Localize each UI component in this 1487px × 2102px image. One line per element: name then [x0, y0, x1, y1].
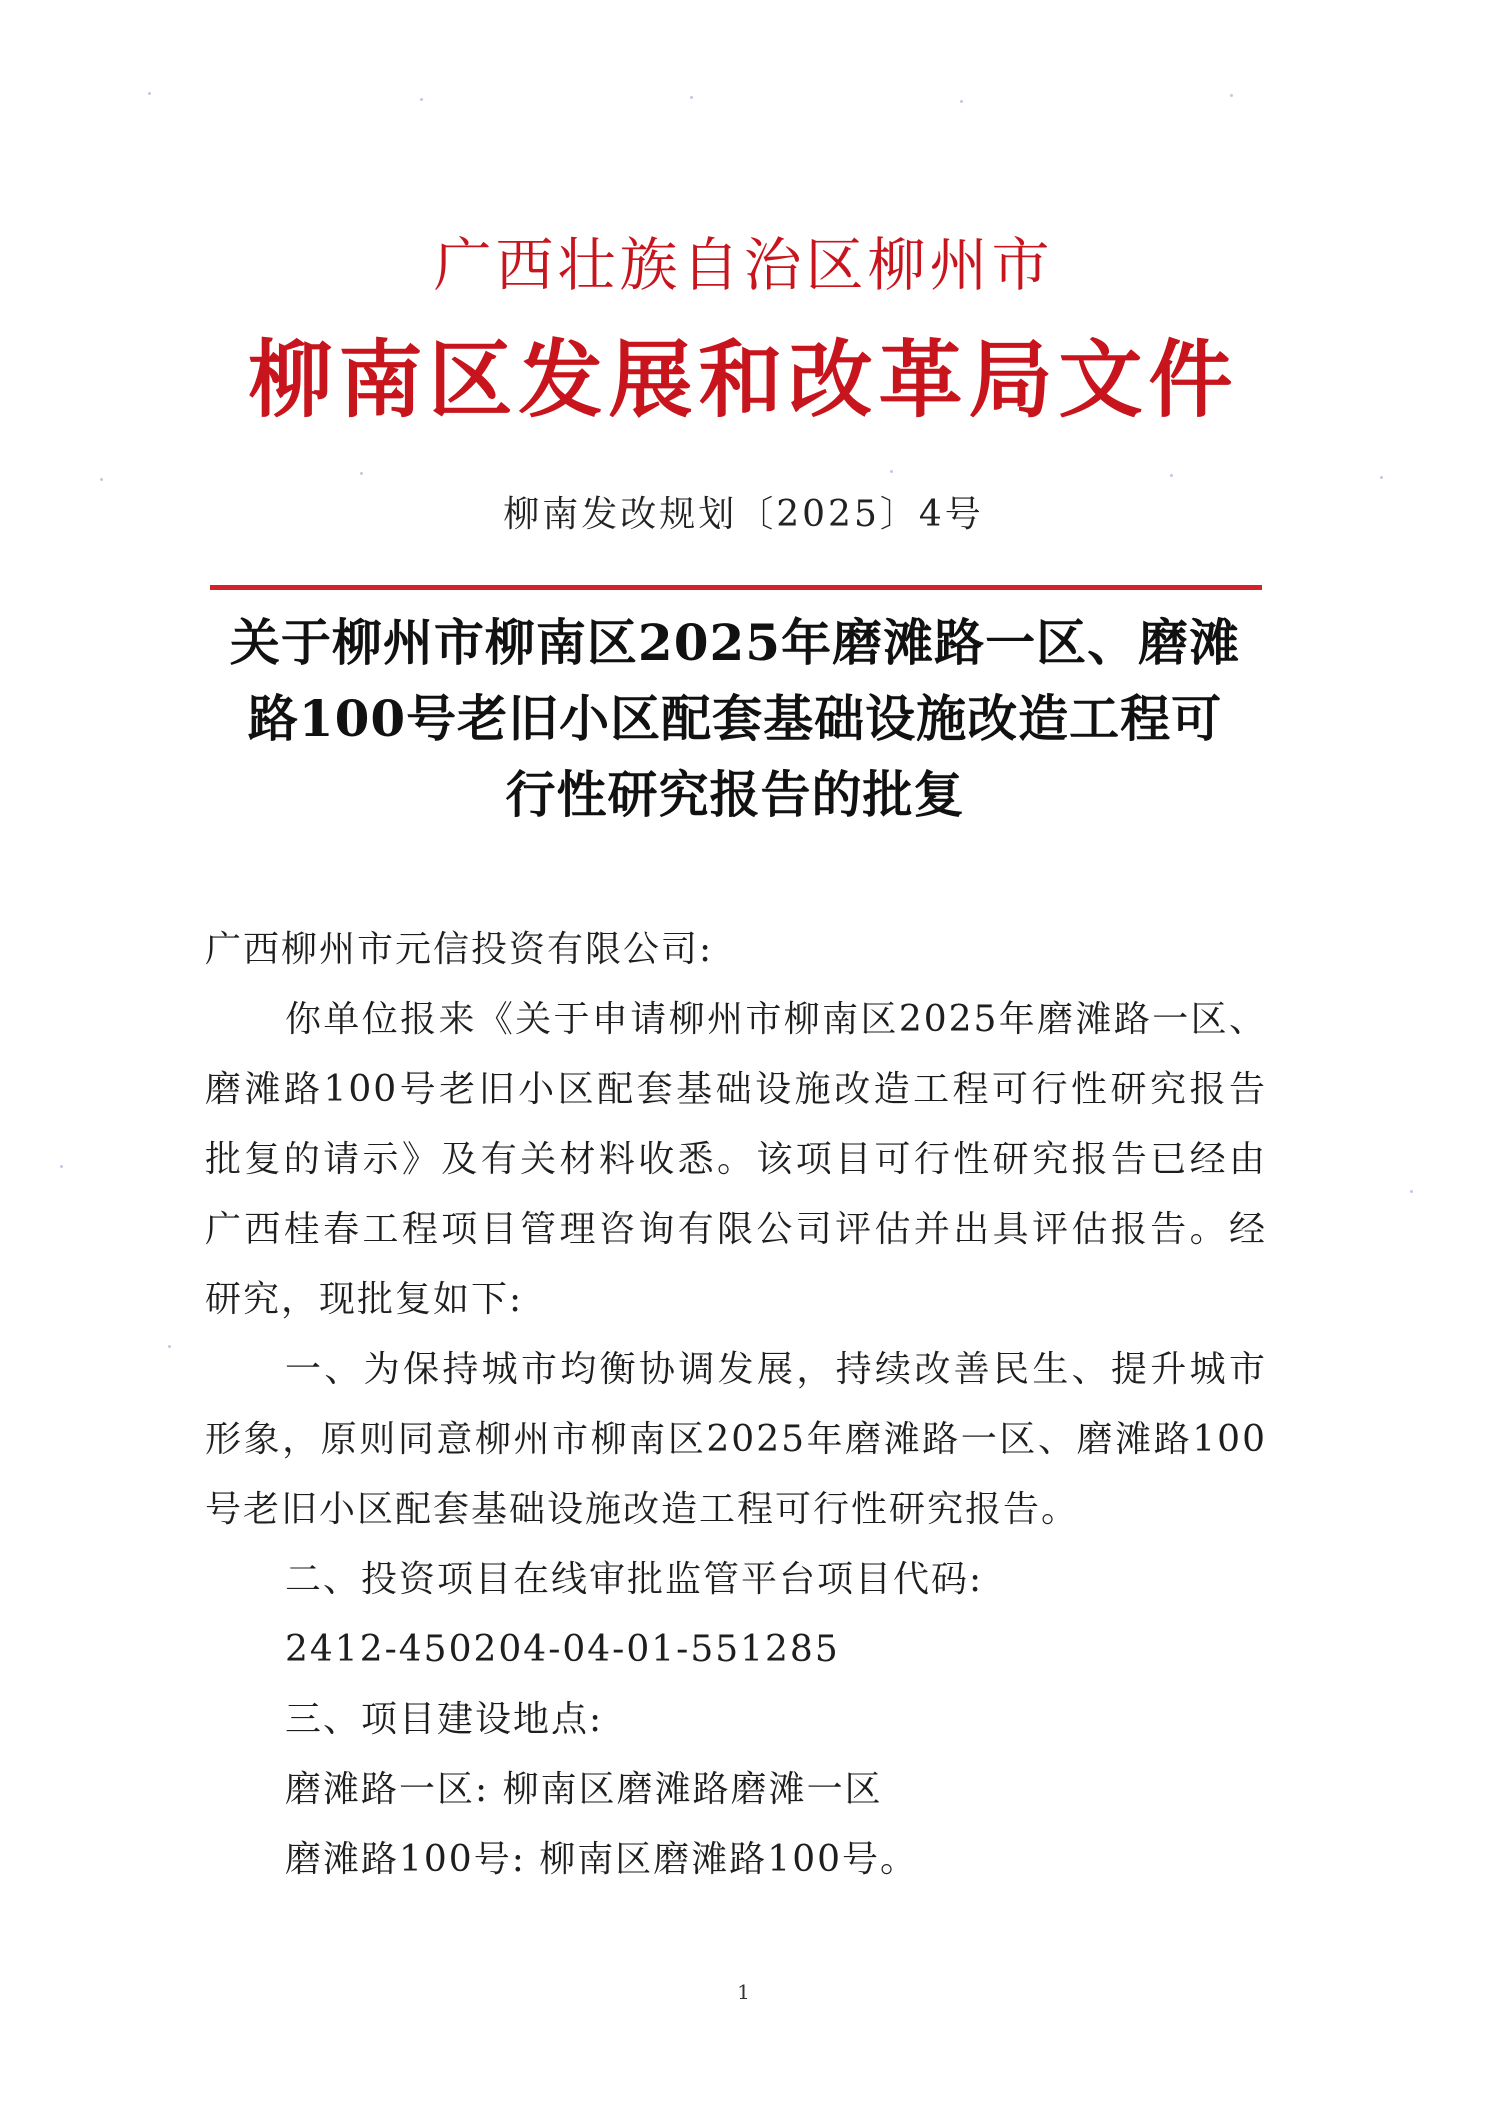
- red-divider-rule: [210, 585, 1262, 590]
- scan-speck: [60, 1165, 63, 1168]
- paragraph-approval: 一、为保持城市均衡协调发展，持续改善民生、提升城市形象，原则同意柳州市柳南区2025年磨滩路一区、磨滩路100号老旧小区配套基础设施改造工程可行性研究报告。: [205, 1349, 1267, 1530]
- scan-speck: [360, 472, 363, 475]
- scan-speck: [1170, 474, 1173, 477]
- scan-speck: [890, 470, 893, 473]
- scan-speck: [168, 1345, 171, 1348]
- title-line: 行性研究报告的批复: [505, 765, 965, 824]
- location-item: 磨滩路100号: 柳南区磨滩路100号。: [285, 1839, 918, 1880]
- issuer-region: 广西壮族自治区柳州市: [433, 231, 1054, 299]
- scan-speck: [1410, 1190, 1413, 1193]
- scan-speck: [1380, 476, 1383, 479]
- location-item: 磨滩路一区: 柳南区磨滩路磨滩一区: [285, 1769, 883, 1810]
- scan-speck: [1230, 94, 1233, 97]
- document-title: [200, 605, 1270, 833]
- paragraph-location-heading: 三、项目建设地点:: [285, 1699, 604, 1740]
- paragraph-project-code-heading: 二、投资项目在线审批监管平台项目代码:: [285, 1559, 984, 1600]
- scan-speck: [100, 478, 103, 481]
- document-body: [205, 915, 1267, 1895]
- title-line: 路100号老旧小区配套基础设施改造工程可: [247, 689, 1223, 748]
- scan-speck: [420, 98, 423, 101]
- page-number: 1: [737, 1980, 750, 2004]
- scan-speck: [690, 96, 693, 99]
- document-number: 柳南发改规划〔2025〕4号: [503, 494, 984, 535]
- paragraph-request: 你单位报来《关于申请柳州市柳南区2025年磨滩路一区、磨滩路100号老旧小区配套基础设施改造工程可行性研究报告批复的请示》及有关材料收悉。该项目可行性研究报告已经由 广西桂春工程项目管理咨询有限公司评估并出具评估报告。经研究，现批复如下:: [205, 999, 1267, 1320]
- scan-speck: [960, 100, 963, 103]
- title-line: 关于柳州市柳南区2025年磨滩路一区、磨滩: [229, 613, 1241, 672]
- scan-speck: [148, 92, 151, 95]
- issuer-agency-title: 柳南区发展和改革局文件: [248, 330, 1239, 429]
- addressee: 广西柳州市元信投资有限公司:: [205, 929, 714, 970]
- project-code: 2412-450204-04-01-551285: [285, 1629, 840, 1670]
